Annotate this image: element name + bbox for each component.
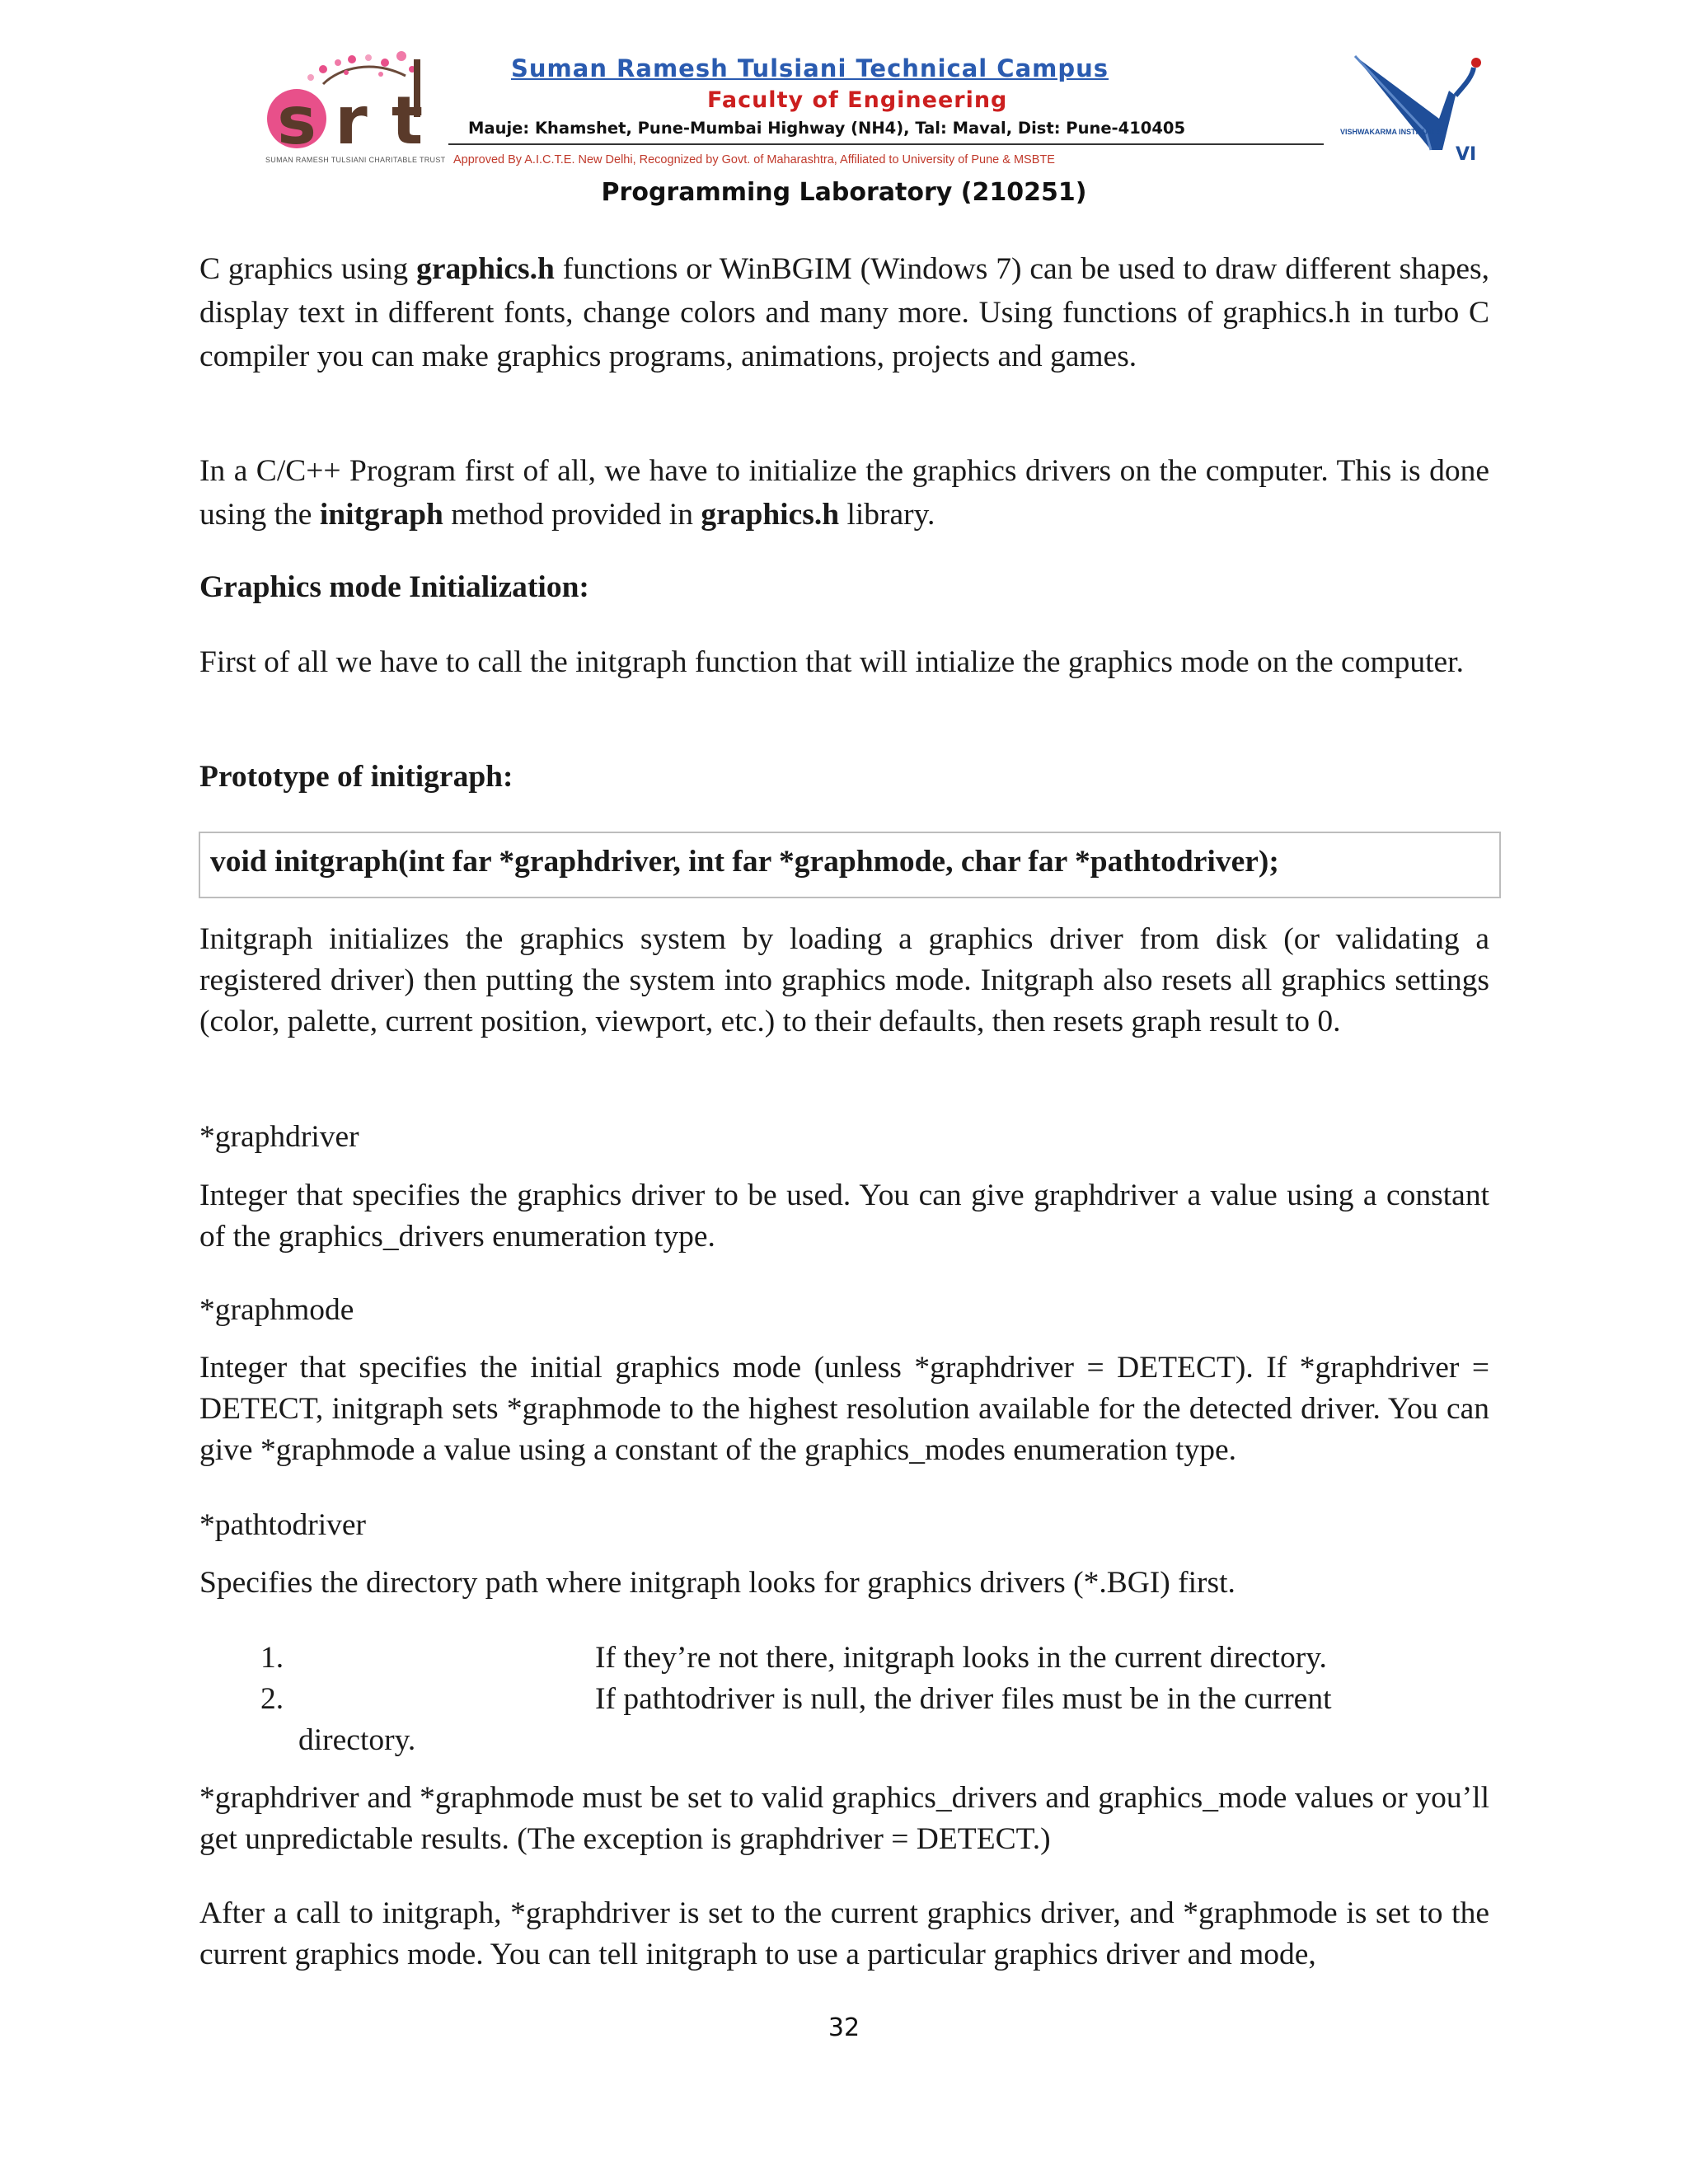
- list-item-continuation: directory.: [298, 1723, 416, 1757]
- lab-title: Programming Laboratory (210251): [601, 178, 1087, 207]
- initialization-paragraph: First of all we have to call the initgraph function that will intialize the graphics mode on the computer.: [199, 645, 1464, 679]
- vi-bird-logo-icon: [1340, 53, 1489, 168]
- section-heading-prototype: Prototype of initigraph:: [199, 760, 513, 794]
- param-desc-graphdriver: Integer that specifies the graphics driver to be used. You can give graphdriver a value using a constant of the graphics_drivers enumeration type.: [199, 1179, 1489, 1254]
- closing-paragraph-2: After a call to initgraph, *graphdriver is set to the current graphics driver, and *graphmode is set to the current graphics mode. You can tell initgraph to use a particular graphics driver and mode,: [199, 1896, 1489, 1971]
- param-desc-graphmode: Integer that specifies the initial graphics mode (unless *graphdriver = DETECT). If *graphdriver = DETECT, initgraph sets *graphmode to the highest resolution available for the detected driver. You can give *graphmode a value using a constant of the graphics_modes enumeration type.: [199, 1351, 1489, 1467]
- svg-text:t: t: [391, 82, 424, 159]
- intro-block: [199, 247, 1489, 378]
- closing-paragraph-1: *graphdriver and *graphmode must be set to valid graphics_drivers and graphics_mode values or you’ll get unpredictable results. (The exception is graphdriver = DETECT.): [199, 1781, 1489, 1856]
- param-term-graphmode: *graphmode: [199, 1293, 354, 1327]
- intro-paragraph-2: In a C/C++ Program first of all, we have to initialize the graphics drivers on the computer. This is done using the initgraph method provided in graphics.h library.: [199, 454, 1489, 532]
- section-heading-initialization: Graphics mode Initialization:: [199, 570, 589, 604]
- srt-logo: [265, 51, 446, 171]
- vi-logo: [1340, 53, 1489, 168]
- param-term-graphdriver: *graphdriver: [199, 1120, 359, 1154]
- prototype-signature: void initgraph(int far *graphdriver, int far *graphmode, char far *pathtodriver);: [210, 845, 1279, 879]
- campus-name: Suman Ramesh Tulsiani Technical Campus: [511, 54, 1109, 82]
- param-term-pathtodriver: *pathtodriver: [199, 1508, 367, 1542]
- srt-tree-logo-icon: [265, 51, 446, 171]
- header-divider: [448, 143, 1324, 145]
- vi-caption: VISHWAKARMA INSTITUTES: [1340, 128, 1442, 136]
- vi-logo-text: VI: [1456, 144, 1477, 165]
- list-item-text: If they’re not there, initgraph looks in the current directory.: [595, 1641, 1327, 1675]
- page-header: [0, 0, 1688, 207]
- page-number: 32: [828, 2013, 860, 2042]
- initgraph-description: Initgraph initializes the graphics system by loading a graphics driver from disk (or validating a registered driver) then putting the system into graphics mode. Initgraph also resets all graphics settings (color, palette, current position, viewport, etc.) to their defaults, then resets graph result to 0.: [199, 922, 1489, 1038]
- svg-text:r: r: [335, 82, 368, 159]
- param-desc-pathtodriver: Specifies the directory path where initgraph looks for graphics drivers (*.BGI) first.: [199, 1566, 1236, 1600]
- svg-text:s: s: [277, 82, 316, 159]
- list-item-text: If pathtodriver is null, the driver files must be in the current: [595, 1682, 1332, 1716]
- faculty-name: Faculty of Engineering: [707, 87, 1008, 113]
- list-item-number: 2.: [260, 1682, 284, 1716]
- prototype-code-box: [199, 832, 1501, 898]
- intro-paragraph-1: C graphics using graphics.h functions or WinBGIM (Windows 7) can be used to draw different shapes, display text in different fonts, change colors and many more. Using functions of graphics.h in turbo C compiler you can make graphics programs, animations, projects and games.: [199, 252, 1489, 373]
- srt-tagline: SUMAN RAMESH TULSIANI CHARITABLE TRUST: [265, 156, 446, 164]
- approval-statement: Approved By A.I.C.T.E. New Delhi, Recognized by Govt. of Maharashtra, Affiliated to University of Pune & MSBTE: [453, 153, 1055, 166]
- list-item-number: 1.: [260, 1641, 284, 1675]
- campus-address: Mauje: Khamshet, Pune-Mumbai Highway (NH4), Tal: Maval, Dist: Pune-410405: [468, 119, 1186, 138]
